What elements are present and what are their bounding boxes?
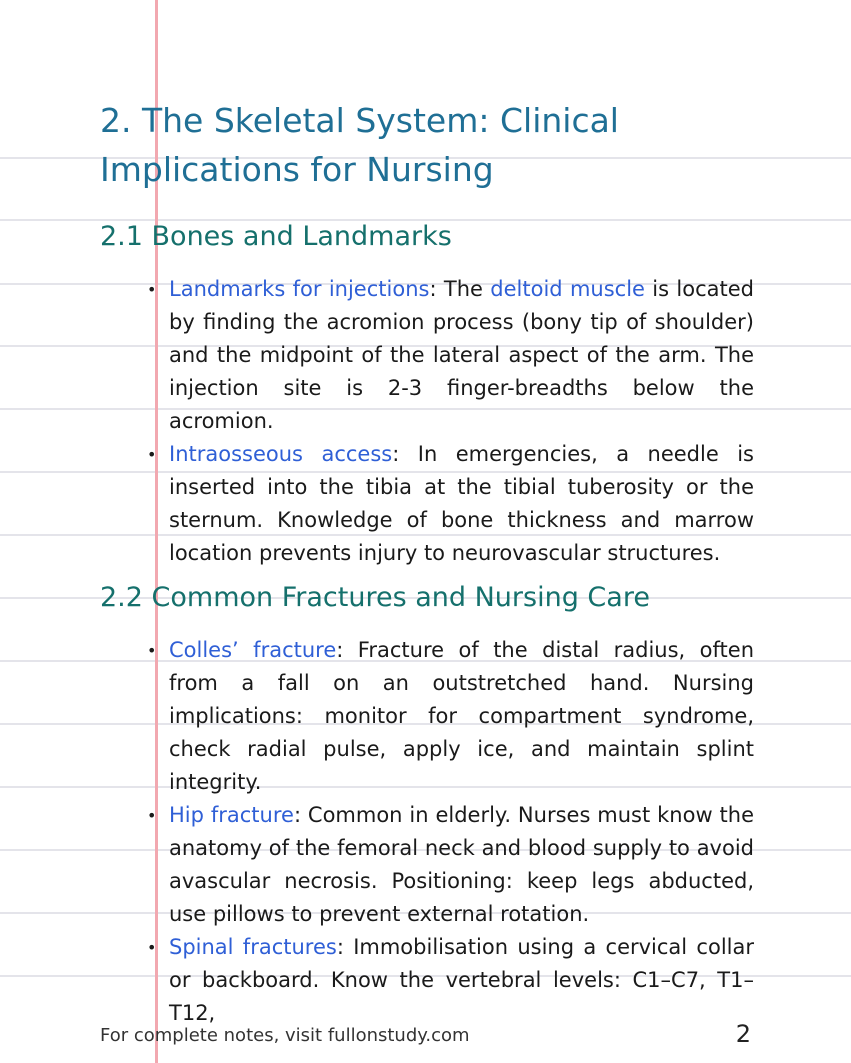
item-text: is located by finding the acromion process (bony tip of shoulder) and the midpoint of the lateral aspect of the arm. The injection site is 2-3 finger-breadths below the acromion. (169, 277, 755, 433)
footer-note: For complete notes, visit fullonstudy.com (100, 1025, 470, 1046)
bullet-icon: • (147, 806, 157, 825)
list-item (147, 438, 754, 570)
item-text: : Immobilisation using a cervical collar or backboard. Know the vertebral levels: C1–C7, T1–T12, (169, 935, 754, 1025)
list-item (147, 273, 754, 438)
item-term: Hip fracture (169, 803, 294, 827)
item-text: : Fracture of the distal radius, often from a fall on an outstretched hand. Nursing implications: monitor for compartment syndrome, check radial pulse, apply ice, and maintain splint integrity. (169, 638, 755, 794)
section-heading: 2.2 Common Fractures and Nursing Care (100, 582, 650, 613)
list-item (147, 931, 754, 1030)
bullet-list (147, 634, 754, 1030)
list-item (147, 634, 754, 799)
page-number: 2 (735, 1020, 751, 1048)
item-term: Colles’ fracture (169, 638, 337, 662)
item-text: : The (429, 277, 491, 301)
page-title: 2. The Skeletal System: Clinical Implications for Nursing (100, 101, 619, 189)
bullet-icon: • (147, 641, 157, 660)
list-item (147, 799, 754, 931)
section-heading: 2.1 Bones and Landmarks (100, 221, 452, 252)
item-text: : In emergencies, a needle is inserted into the tibia at the tibial tuberosity or the sternum. Knowledge of bone thickness and marrow location prevents injury to neurovascular structures. (169, 442, 754, 565)
highlighted-term: deltoid muscle (490, 277, 645, 301)
bullet-icon: • (147, 280, 157, 299)
item-term: Intraosseous access (169, 442, 393, 466)
bullet-icon: • (147, 938, 157, 957)
bullet-icon: • (147, 445, 157, 464)
bullet-list (147, 273, 754, 570)
item-text: : Common in elderly. Nurses must know the anatomy of the femoral neck and blood supply to avoid avascular necrosis. Positioning: keep legs abducted, use pillows to prevent external rotation. (169, 803, 754, 926)
item-term: Spinal fractures (169, 935, 337, 959)
item-term: Landmarks for injections (169, 277, 430, 301)
